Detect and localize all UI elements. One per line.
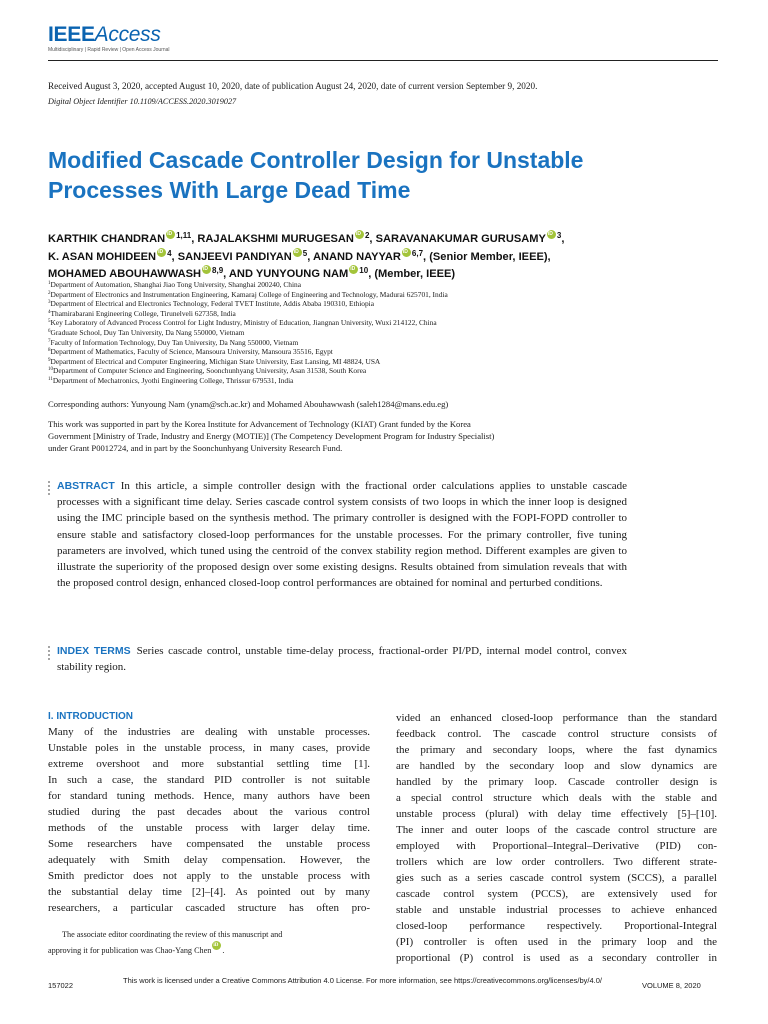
text-line: trollers which are low order controllers. Two different strate- — [396, 856, 717, 868]
text-line: Many of the industries are dealing with unstable processes. — [48, 726, 370, 738]
note-line: approving it for publication was Chao-Yang CheniD . — [48, 941, 370, 957]
intro-left-column — [48, 710, 370, 916]
corresponding-authors: Corresponding authors: Yunyoung Nam (ynam@sch.ac.kr) and Mohamed Abouhawwash (saleh1284@mans.edu.eg) — [48, 399, 449, 409]
orcid-icon[interactable] — [349, 265, 358, 274]
affiliation-ref: 1,11 — [176, 231, 192, 240]
text-line: employed with Proportional–Integral–Derivative (PID) con- — [396, 840, 717, 852]
affiliation-item: $^{10}$Department of Computer Science and Engineering, Soonchunhyang University, Asan 31538, South Korea — [48, 366, 367, 376]
text-line: researchers, a particular cascaded structure has often pro- — [48, 902, 370, 914]
affiliation-ref: 4 — [167, 248, 172, 258]
author-name[interactable]: K. ASAN MOHIDEEN — [48, 250, 157, 263]
index-terms — [57, 643, 627, 675]
affiliation-ref: 10 — [359, 266, 369, 275]
text-line: closed-loop performance respectively. Proportional-Integral — [396, 920, 717, 932]
text-line: Unstable poles in the unstable process, in many cases, provide — [48, 742, 370, 754]
affiliation-item: $^4$Thamirabarani Engineering College, Tirunelveli 627358, India — [48, 308, 236, 318]
affiliation-ref: 2 — [364, 231, 370, 240]
orcid-icon[interactable] — [166, 230, 175, 239]
note-line: The associate editor coordinating the review of this manuscript and — [62, 930, 283, 939]
text-line: adequately with Smith delay compensation. However, the — [48, 854, 370, 866]
text-line: extreme overshoot and more substantial settling time [1]. — [48, 758, 370, 770]
text-line: gies such as a series cascade control system (SCCS), a parallel — [396, 872, 717, 884]
page-number: 157022 — [48, 981, 74, 990]
paper-title — [48, 145, 728, 205]
text-line: methods of the unstable process with larger delay time. — [48, 822, 370, 834]
journal-name: IEEEAccess — [48, 23, 161, 46]
volume-label: VOLUME 8, 2020 — [642, 981, 701, 990]
funding-line: This work was supported in part by the Korea Institute for Advancement of Technology (KIAT) Grant funded by the Korea — [48, 419, 471, 429]
received-dates: Received August 3, 2020, accepted August 10, 2020, date of publication August 24, 2020, date of current version September 9, 2020. — [48, 81, 538, 91]
affiliation-item: $^9$Department of Electrical and Computer Engineering, Michigan State University, East Lansing, MI 48824, USA — [48, 356, 381, 366]
author-name[interactable]: , ANAND NAYYAR — [307, 250, 401, 263]
title-line: Processes With Large Dead Time — [48, 177, 411, 203]
author-name[interactable]: MOHAMED ABOUHAWWASH — [48, 268, 202, 280]
text-line: the substantial delay time [2]–[4]. As pointed out by many — [48, 886, 370, 898]
text-line: for standard tuning methods. Hence, many authors have been — [48, 790, 370, 802]
dots-icon — [48, 481, 51, 497]
text-line: unstable process (plural) with delay time effectively [5]–[10]. — [396, 808, 717, 820]
affiliation-item: $^3$Department of Electrical and Electronics Technology, Federal TVET Institute, Addis Ababa 190310, Ethiopia — [48, 299, 374, 309]
author-name[interactable]: , AND YUNYOUNG NAM — [223, 268, 349, 280]
funding-line: under Grant P0012724, and in part by the Soonchunhyang University Research Fund. — [48, 443, 343, 453]
orcid-icon[interactable] — [547, 230, 556, 239]
text-line: handled by the primary loop. Cascade controller design is — [396, 776, 717, 788]
text-line: The inner and outer loops of the cascade control structure are — [396, 824, 717, 836]
member-grade: , (Member, IEEE) — [368, 268, 456, 280]
associate-editor-note — [48, 928, 370, 957]
journal-tagline: Multidisciplinary | Rapid Review | Open Access Journal — [48, 47, 170, 53]
affiliation-ref: 5 — [302, 248, 308, 258]
index-terms-label: INDEX TERMS — [57, 645, 131, 657]
abstract — [57, 478, 627, 591]
affiliation-ref: 3 — [556, 231, 562, 240]
affiliation-ref: 8,9 — [212, 266, 224, 275]
author-name[interactable]: , SARAVANAKUMAR GURUSAMY — [369, 233, 546, 245]
text-line: In such a case, the standard PID controller is not suitable — [48, 774, 370, 786]
text-line: the primary and secondary loops, where the fast dynamics — [396, 744, 717, 756]
text-line: (PI) controller is often used in the primary loop and the — [396, 936, 717, 948]
title-line: Modified Cascade Controller Design for Unstable — [48, 147, 584, 173]
header-rule — [48, 60, 718, 61]
doi-line[interactable]: Digital Object Identifier 10.1109/ACCESS.2020.3019027 — [48, 97, 237, 106]
abstract-text: In this article, a simple controller design with the fractional order calculations applies to unstable cascade processes with a significant time delay. Series cascade control system consists of two loops in which the inner loop is designed using the IMC principle based on the synthesis method. The primary controller is designed with the FOPI-FOPD controller to ensure stable and satisfactory closed-loop performances for the unstable processes. For the primary controller, five tuning parameters are involved, which tuned using the centroid of the convex stability region method. Different examples are given to illustrate the superiority of the proposed design over some existing designs. Results obtained from simulation reveals that with the proposed control design, enhanced closed-loop control performances are obtained for nominal and perturbed conditions. — [57, 480, 627, 590]
journal-logo — [48, 24, 188, 56]
author-name[interactable]: , RAJALAKSHMI MURUGESAN — [191, 233, 354, 245]
affiliation-item: $^2$Department of Electronics and Instrumentation Engineering, Kamaraj College of Engineering and Technology, Madurai 625701, India — [48, 289, 448, 299]
text-line: studied during the past decades about the various control — [48, 806, 370, 818]
intro-right-column — [396, 710, 717, 966]
author-name[interactable]: KARTHIK CHANDRAN — [48, 233, 166, 245]
affiliation-item: $^7$Faculty of Information Technology, Duy Tan University, Da Nang 550000, Vietnam — [48, 337, 299, 347]
orcid-icon[interactable] — [157, 248, 166, 257]
orcid-icon[interactable] — [293, 248, 302, 257]
section-heading: I. INTRODUCTION — [48, 711, 133, 722]
affiliation-item: $^{11}$Department of Mechatronics, Jyothi Engineering College, Thrissur 679531, India — [48, 375, 294, 385]
author-list — [48, 230, 738, 283]
text-line: a special control structure which deals with the stable and — [396, 792, 717, 804]
author-name[interactable]: , SANJEEVI PANDIYAN — [171, 250, 292, 263]
author-line — [48, 230, 738, 248]
affiliation-item: $^6$Graduate School, Duy Tan University, Da Nang 550000, Vietnam — [48, 327, 245, 337]
affiliation-item: $^1$Department of Automation, Shanghai Jiao Tong University, Shanghai 200240, China — [48, 280, 302, 289]
dots-icon — [48, 646, 51, 662]
author-line — [48, 248, 738, 266]
text-line: Some researchers have compensated the unstable process — [48, 838, 370, 850]
index-terms-text: Series cascade control, unstable time-delay process, fractional-order PI/PD, internal model control, convex stability region. — [57, 645, 627, 674]
text-line: feedback control. The cascade control structure consists of — [396, 728, 717, 740]
member-grade: , (Senior Member, IEEE), — [423, 250, 551, 263]
abstract-label: ABSTRACT — [57, 480, 115, 492]
text-line: are handled by the secondary loop and slow dynamics are — [396, 760, 717, 772]
funding-line: Government [Ministry of Trade, Industry and Energy (MOTIE)] (The Competency Development Program for Industry Specialist) — [48, 431, 495, 441]
text-line: Smith predictor does not apply to the unstable process with — [48, 870, 370, 882]
orcid-icon[interactable] — [212, 941, 221, 950]
text-line: vided an enhanced closed-loop performance than the standard — [396, 712, 717, 724]
license-note[interactable]: This work is licensed under a Creative Commons Attribution 4.0 License. For more information, see https://creativecommons.org/licenses/by/4.0/ — [123, 976, 602, 985]
orcid-icon[interactable] — [402, 248, 411, 257]
orcid-icon[interactable] — [355, 230, 364, 239]
separator: , — [561, 233, 565, 245]
affiliation-item: $^5$Key Laboratory of Advanced Process Control for Light Industry, Ministry of Education, Jiangnan University, Wuxi 214122, China — [48, 318, 437, 328]
affiliations — [48, 280, 738, 386]
text-line: cascade control system (PCCS), are extensively used for — [396, 888, 717, 900]
text-line: stable and unstable industrial processes to achieve enhanced — [396, 904, 717, 916]
text-line: proportional (P) control is used as a secondary controller in — [396, 952, 717, 964]
funding-note — [48, 418, 618, 454]
affiliation-ref: 6,7 — [411, 248, 424, 258]
orcid-icon[interactable] — [202, 265, 211, 274]
affiliation-item: $^8$Department of Mathematics, Faculty of Science, Mansoura University, Mansoura 35516, Egypt — [48, 347, 333, 357]
